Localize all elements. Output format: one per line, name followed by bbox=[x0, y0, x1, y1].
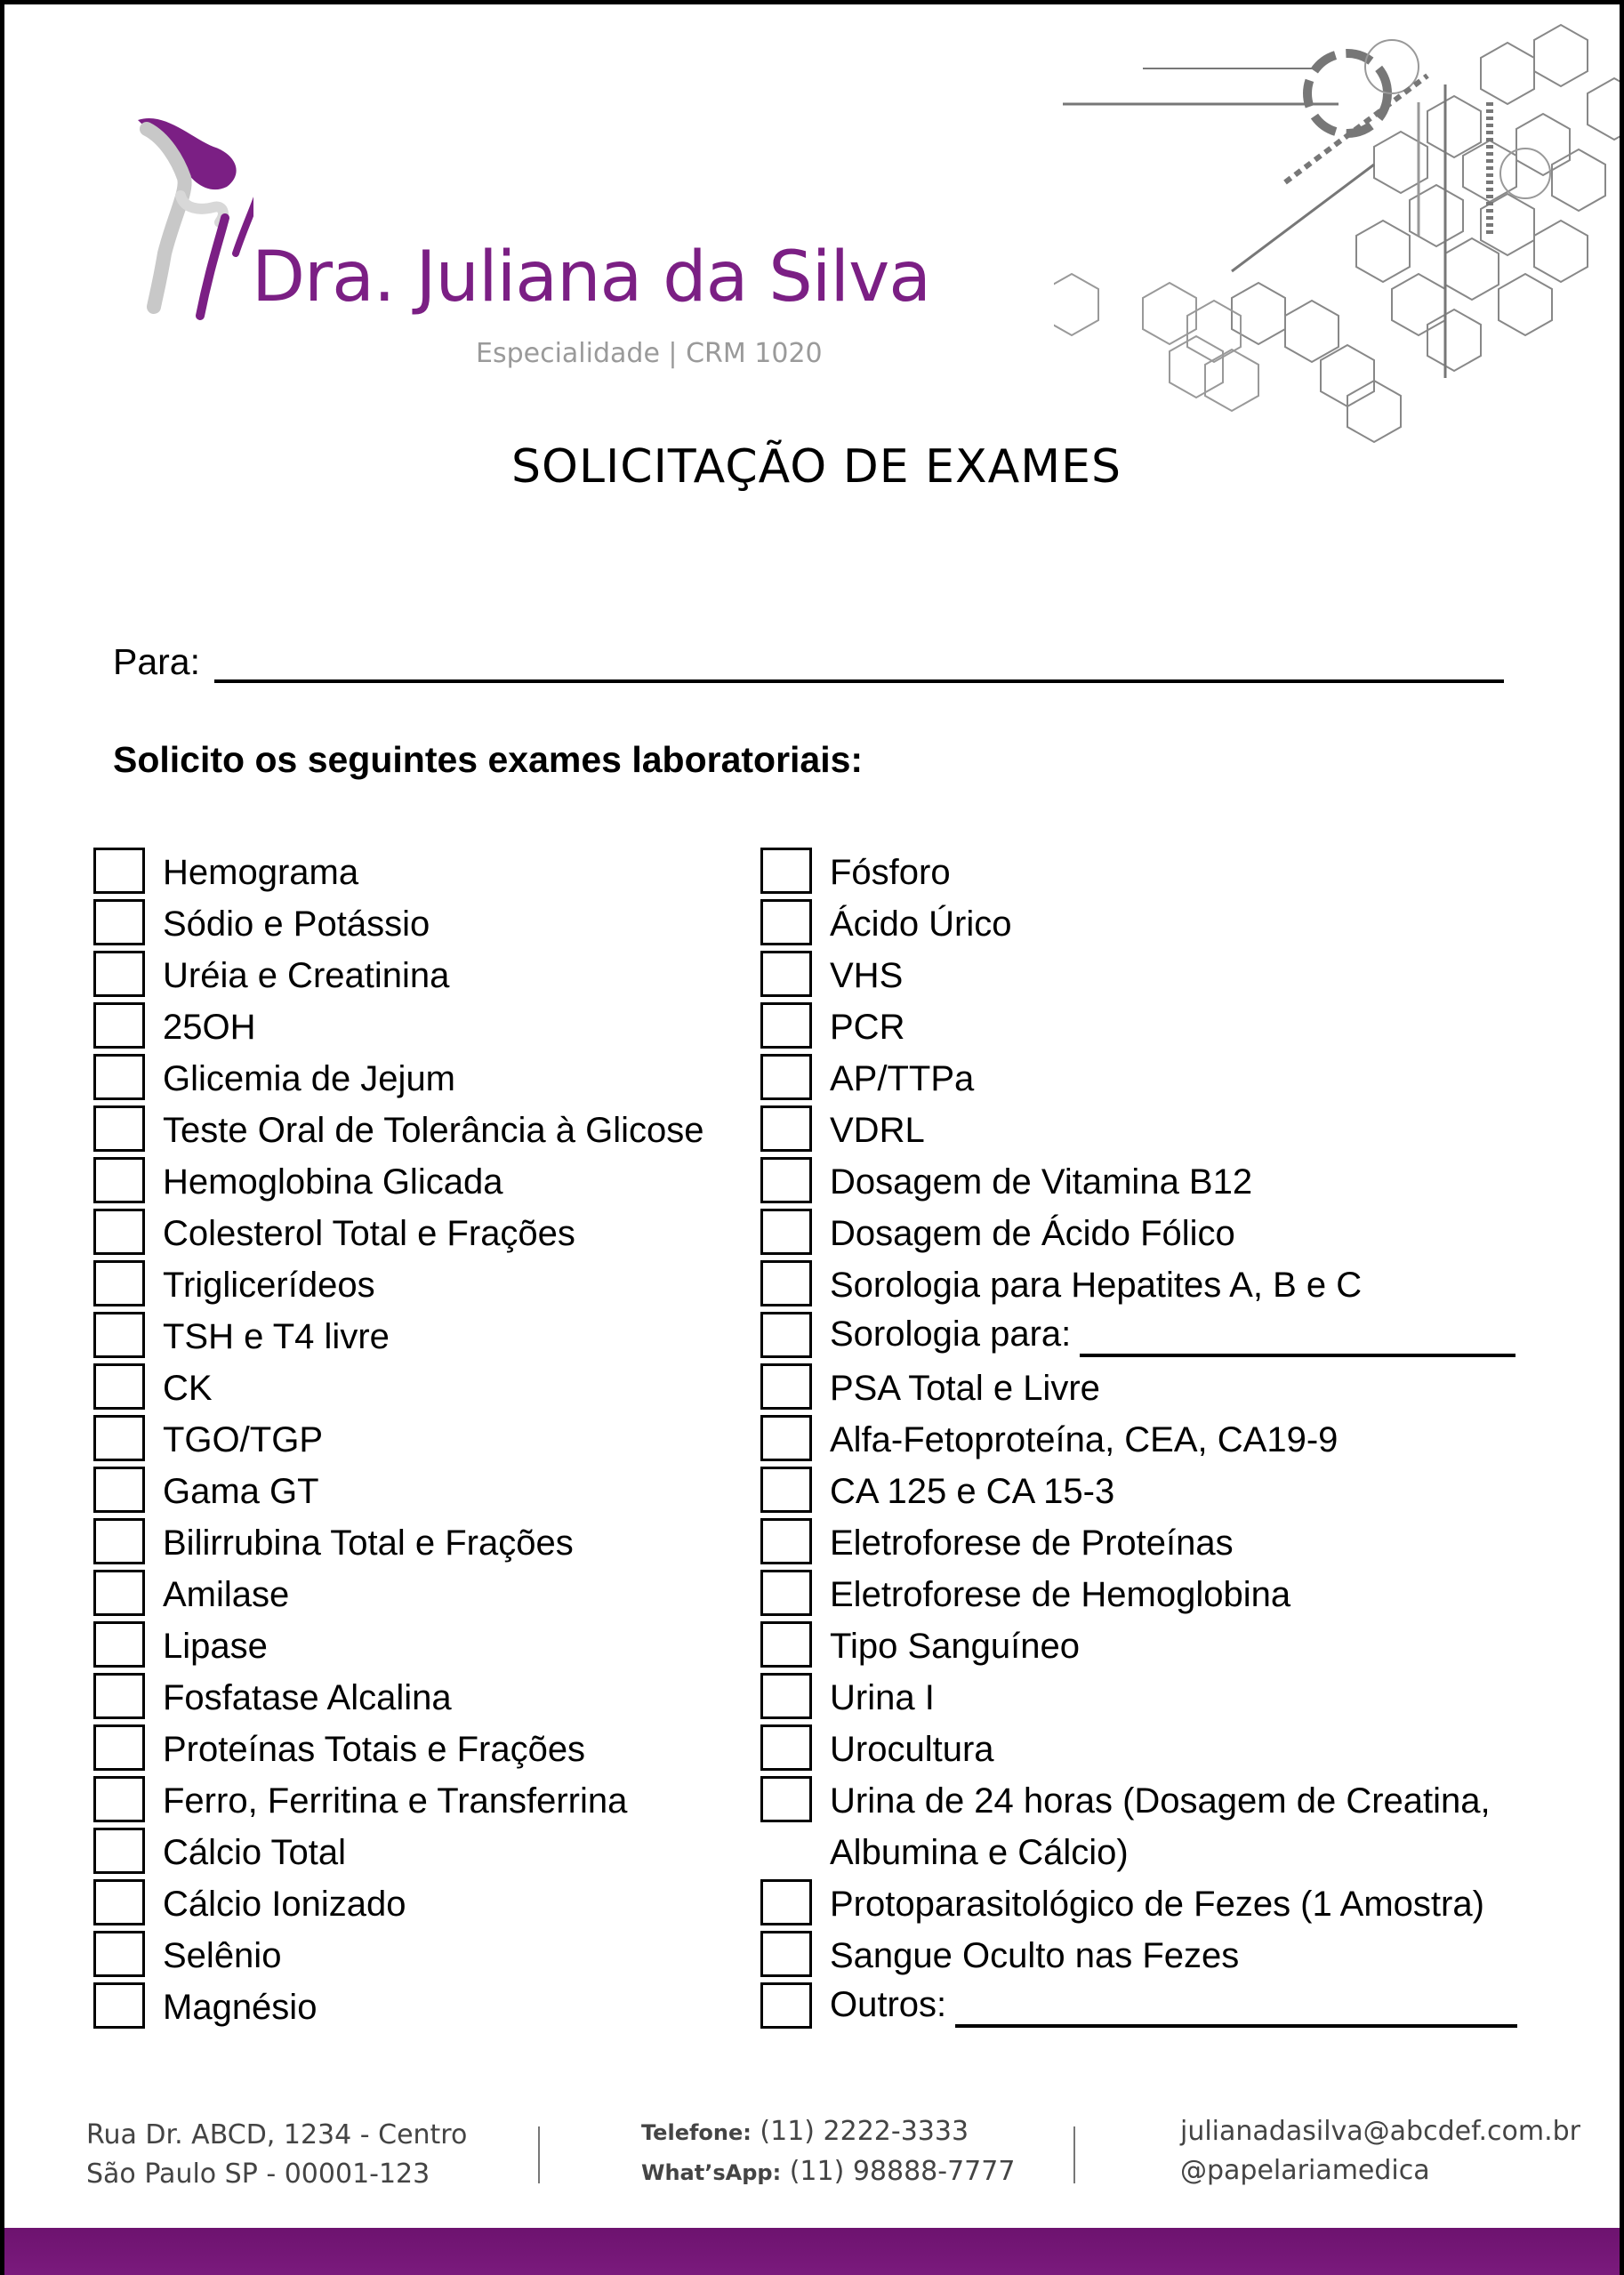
footer-divider bbox=[538, 2126, 540, 2183]
exam-label: Alfa-Fetoproteína, CEA, CA19-9 bbox=[830, 1420, 1339, 1459]
exam-checkbox[interactable] bbox=[760, 1570, 812, 1616]
sorologia-input-line[interactable] bbox=[1080, 1325, 1515, 1357]
recipient-label: Para: bbox=[113, 641, 200, 682]
exam-checkbox[interactable] bbox=[93, 848, 145, 894]
exam-checkbox[interactable] bbox=[93, 1879, 145, 1925]
exam-label: Teste Oral de Tolerância à Glicose bbox=[163, 1111, 704, 1150]
exam-label: Ferro, Ferritina e Transferrina bbox=[163, 1781, 628, 1821]
exam-list-right bbox=[760, 847, 1568, 2033]
address-line-2: São Paulo SP - 00001-123 bbox=[86, 2158, 430, 2190]
exam-checkbox[interactable] bbox=[760, 1002, 812, 1049]
exam-checkbox[interactable] bbox=[93, 1724, 145, 1771]
exam-checkbox[interactable] bbox=[760, 1312, 812, 1358]
exam-item-25oh bbox=[93, 1001, 703, 1053]
exam-label: Dosagem de Ácido Fólico bbox=[830, 1214, 1235, 1253]
exam-item-vdrl bbox=[760, 1105, 1568, 1156]
exam-item-eletroforese-de-hemoglobina bbox=[760, 1569, 1568, 1620]
exam-label: Eletroforese de Proteínas bbox=[830, 1523, 1234, 1563]
doctor-name: Dra. Juliana da Silva bbox=[252, 237, 931, 318]
exam-label: Sódio e Potássio bbox=[163, 904, 430, 944]
exam-checkbox[interactable] bbox=[760, 848, 812, 894]
exam-label: Cálcio Total bbox=[163, 1833, 347, 1872]
exam-checkbox[interactable] bbox=[760, 1467, 812, 1513]
footer-brand-bar bbox=[4, 2228, 1624, 2275]
exam-label: Proteínas Totais e Frações bbox=[163, 1730, 586, 1769]
exam-checkbox[interactable] bbox=[760, 1621, 812, 1668]
exam-item-ca-125-e-ca-15-3 bbox=[760, 1466, 1568, 1517]
footer-address bbox=[86, 2116, 467, 2194]
exam-checkbox[interactable] bbox=[760, 1054, 812, 1100]
phone-label: Telefone: bbox=[641, 2120, 752, 2145]
exam-item-amilase bbox=[93, 1569, 703, 1620]
footer bbox=[4, 2112, 1624, 2210]
footer-phones bbox=[641, 2112, 1015, 2192]
exam-checkbox[interactable] bbox=[93, 1621, 145, 1668]
exam-label: Urocultura bbox=[830, 1730, 994, 1769]
exam-checkbox[interactable] bbox=[760, 1982, 812, 2029]
exam-item-selenio bbox=[93, 1930, 703, 1982]
exam-label: Sorologia para Hepatites A, B e C bbox=[830, 1266, 1363, 1305]
exam-checkbox[interactable] bbox=[760, 1879, 812, 1925]
exam-item-calcio-ionizado bbox=[93, 1878, 703, 1930]
exam-item-triglicerideos bbox=[93, 1259, 703, 1311]
exam-checkbox[interactable] bbox=[760, 951, 812, 997]
recipient-row bbox=[113, 641, 1504, 683]
whatsapp-number: (11) 98888-7777 bbox=[789, 2156, 1016, 2187]
exam-checkbox[interactable] bbox=[93, 1518, 145, 1564]
exam-label: Ácido Úrico bbox=[830, 904, 1012, 944]
exam-label: Colesterol Total e Frações bbox=[163, 1214, 575, 1253]
exam-item-dosagem-de-vitamina-b12 bbox=[760, 1156, 1568, 1208]
exam-label: Dosagem de Vitamina B12 bbox=[830, 1162, 1253, 1202]
exam-label: Outros: bbox=[830, 1985, 947, 2024]
exam-label: Glicemia de Jejum bbox=[163, 1059, 456, 1098]
tech-hexagon-pattern-icon bbox=[1054, 4, 1624, 449]
exam-label: Magnésio bbox=[163, 1988, 318, 2027]
exam-checkbox[interactable] bbox=[93, 1828, 145, 1874]
exam-item-outros bbox=[760, 1982, 1568, 2033]
exam-checkbox[interactable] bbox=[760, 1724, 812, 1771]
exam-item-ap-ttpa bbox=[760, 1053, 1568, 1105]
exam-label: Urina I bbox=[830, 1678, 935, 1717]
exam-label: PCR bbox=[830, 1008, 905, 1047]
exam-checkbox[interactable] bbox=[93, 1673, 145, 1719]
exam-item-ureia-e-creatinina bbox=[93, 950, 703, 1001]
exam-checkbox[interactable] bbox=[760, 1363, 812, 1410]
exam-label: VDRL bbox=[830, 1111, 925, 1150]
exam-item-teste-oral-de-tolerancia-a-glicose bbox=[93, 1105, 703, 1156]
exam-item-sorologia-para bbox=[760, 1311, 1568, 1363]
exam-label: CA 125 e CA 15-3 bbox=[830, 1472, 1115, 1511]
exam-checkbox[interactable] bbox=[93, 1931, 145, 1977]
exam-label: Triglicerídeos bbox=[163, 1266, 375, 1305]
recipient-input-line[interactable] bbox=[214, 647, 1504, 683]
exam-item-vhs bbox=[760, 950, 1568, 1001]
exam-item-tgo-tgp bbox=[93, 1414, 703, 1466]
exam-item-alfa-fetoproteina-cea-ca19-9 bbox=[760, 1414, 1568, 1466]
exam-label: 25OH bbox=[163, 1008, 256, 1047]
outros-input-line[interactable] bbox=[955, 1996, 1517, 2028]
exam-label: Sangue Oculto nas Fezes bbox=[830, 1936, 1240, 1975]
exam-item-magnesio bbox=[93, 1982, 703, 2033]
exam-label: Amilase bbox=[163, 1575, 290, 1614]
exam-item-fosforo bbox=[760, 847, 1568, 898]
exam-item-sorologia-para-hepatites-a-b-e-c bbox=[760, 1259, 1568, 1311]
exam-label: Tipo Sanguíneo bbox=[830, 1627, 1080, 1666]
exam-item-acido-urico bbox=[760, 898, 1568, 950]
exam-item-sangue-oculto-nas-fezes bbox=[760, 1930, 1568, 1982]
exam-label: AP/TTPa bbox=[830, 1059, 975, 1098]
knee-joint-icon bbox=[129, 111, 253, 325]
exam-checkbox[interactable] bbox=[760, 1209, 812, 1255]
exam-label: Selênio bbox=[163, 1936, 282, 1975]
exam-checkbox[interactable] bbox=[760, 1105, 812, 1152]
doctor-specialty-crm: Especialidade | CRM 1020 bbox=[476, 338, 823, 369]
exam-item-calcio-total bbox=[93, 1827, 703, 1878]
exam-checkbox[interactable] bbox=[760, 1157, 812, 1203]
exam-checkbox[interactable] bbox=[93, 1157, 145, 1203]
exam-checkbox[interactable] bbox=[760, 1260, 812, 1306]
exam-item-pcr bbox=[760, 1001, 1568, 1053]
exam-checkbox[interactable] bbox=[93, 1002, 145, 1049]
social-handle: @papelariamedica bbox=[1180, 2155, 1430, 2186]
footer-contact bbox=[1180, 2112, 1580, 2191]
exam-label: Sorologia para: bbox=[830, 1314, 1072, 1354]
exam-checkbox[interactable] bbox=[93, 899, 145, 945]
email-address: julianadasilva@abcdef.com.br bbox=[1180, 2116, 1580, 2147]
intro-text: Solicito os seguintes exames laboratoriais: bbox=[113, 739, 864, 780]
exam-item-hemoglobina-glicada bbox=[93, 1156, 703, 1208]
exam-label: Urina de 24 horas (Dosagem de Creatina, Albumina e Cálcio) bbox=[830, 1781, 1491, 1872]
exam-checkbox[interactable] bbox=[760, 1673, 812, 1719]
exam-checkbox[interactable] bbox=[93, 1209, 145, 1255]
exam-item-ck bbox=[93, 1363, 703, 1414]
exam-checkbox[interactable] bbox=[93, 1312, 145, 1358]
exam-checkbox[interactable] bbox=[760, 1518, 812, 1564]
exam-checkbox[interactable] bbox=[760, 1931, 812, 1977]
exam-label-with-blank bbox=[830, 1982, 1517, 2028]
exam-item-tsh-e-t4-livre bbox=[93, 1311, 703, 1363]
exam-item-urina-i bbox=[760, 1672, 1568, 1724]
exam-item-urina-de-24-horas-dosagem-de-creatina-albumina-e-calcio bbox=[760, 1775, 1568, 1878]
exam-item-sodio-e-potassio bbox=[93, 898, 703, 950]
exam-item-bilirrubina-total-e-fracoes bbox=[93, 1517, 703, 1569]
exam-item-dosagem-de-acido-folico bbox=[760, 1208, 1568, 1259]
exam-item-protoparasitologico-de-fezes-1-amostra bbox=[760, 1878, 1568, 1930]
exam-label: Gama GT bbox=[163, 1472, 319, 1511]
exam-label: Eletroforese de Hemoglobina bbox=[830, 1575, 1291, 1614]
exam-list-left bbox=[93, 847, 703, 2033]
exam-checkbox[interactable] bbox=[93, 1776, 145, 1822]
footer-divider bbox=[1073, 2126, 1075, 2183]
exam-label: Uréia e Creatinina bbox=[163, 956, 450, 995]
exam-item-hemograma bbox=[93, 847, 703, 898]
exam-checkbox[interactable] bbox=[760, 1776, 812, 1822]
exam-item-eletroforese-de-proteinas bbox=[760, 1517, 1568, 1569]
exam-label: Hemograma bbox=[163, 853, 359, 892]
exam-checkbox[interactable] bbox=[93, 951, 145, 997]
exam-item-tipo-sanguineo bbox=[760, 1620, 1568, 1672]
exam-label: CK bbox=[163, 1369, 213, 1408]
exam-label-with-blank bbox=[830, 1311, 1515, 1357]
exam-item-urocultura bbox=[760, 1724, 1568, 1775]
exam-item-glicemia-de-jejum bbox=[93, 1053, 703, 1105]
phone-number: (11) 2222-3333 bbox=[760, 2116, 969, 2147]
exam-checkbox[interactable] bbox=[93, 1054, 145, 1100]
exam-label: Bilirrubina Total e Frações bbox=[163, 1523, 574, 1563]
exam-item-fosfatase-alcalina bbox=[93, 1672, 703, 1724]
exam-label: TSH e T4 livre bbox=[163, 1317, 390, 1356]
exam-item-ferro-ferritina-e-transferrina bbox=[93, 1775, 703, 1827]
exam-checkbox[interactable] bbox=[93, 1982, 145, 2029]
exam-checkbox[interactable] bbox=[93, 1260, 145, 1306]
exam-label: Fósforo bbox=[830, 853, 951, 892]
exam-checkbox[interactable] bbox=[760, 899, 812, 945]
whatsapp-label: What’sApp: bbox=[641, 2160, 782, 2185]
exam-checkbox[interactable] bbox=[93, 1363, 145, 1410]
exam-item-colesterol-total-e-fracoes bbox=[93, 1208, 703, 1259]
exam-label: Fosfatase Alcalina bbox=[163, 1678, 452, 1717]
exam-checkbox[interactable] bbox=[93, 1415, 145, 1461]
exam-label: Protoparasitológico de Fezes (1 Amostra) bbox=[830, 1885, 1484, 1924]
exam-label: Hemoglobina Glicada bbox=[163, 1162, 503, 1202]
address-line-1: Rua Dr. ABCD, 1234 - Centro bbox=[86, 2119, 468, 2150]
exam-label: VHS bbox=[830, 956, 904, 995]
page-title: SOLICITAÇÃO DE EXAMES bbox=[511, 440, 1122, 494]
exam-item-lipase bbox=[93, 1620, 703, 1672]
exam-checkbox[interactable] bbox=[93, 1105, 145, 1152]
exam-checkbox[interactable] bbox=[93, 1570, 145, 1616]
exam-label: PSA Total e Livre bbox=[830, 1369, 1100, 1408]
exam-label: Cálcio Ionizado bbox=[163, 1885, 406, 1924]
exam-item-psa-total-e-livre bbox=[760, 1363, 1568, 1414]
exam-label: TGO/TGP bbox=[163, 1420, 323, 1459]
exam-item-gama-gt bbox=[93, 1466, 703, 1517]
exam-checkbox[interactable] bbox=[93, 1467, 145, 1513]
exam-item-proteinas-totais-e-fracoes bbox=[93, 1724, 703, 1775]
exam-checkbox[interactable] bbox=[760, 1415, 812, 1461]
exam-label: Lipase bbox=[163, 1627, 268, 1666]
